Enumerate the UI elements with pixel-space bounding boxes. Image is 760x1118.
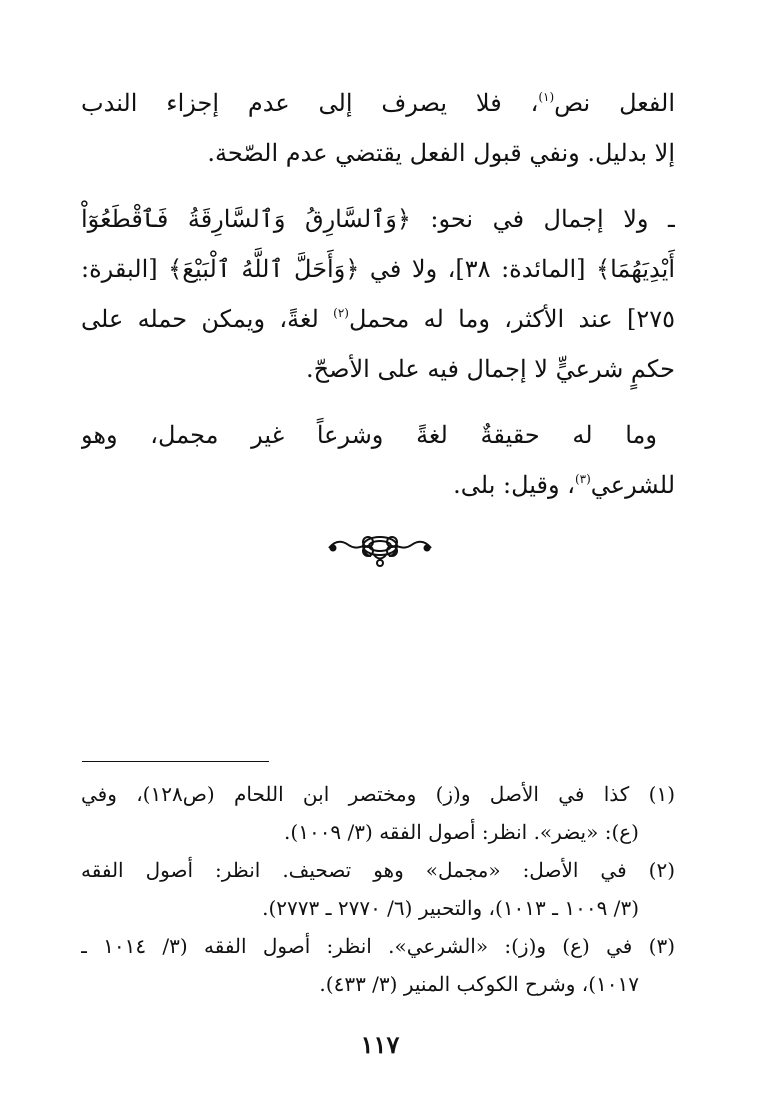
text-line: وما له حقيقةٌ لغةً وشرعاً غير مجمل، وهو — [81, 421, 657, 449]
footnote-1-continuation: (ع): «يضر». انظر: أصول الفقه (٣/ ١٠٠٩). — [284, 820, 639, 844]
text-line: الفعل نص$^{(١)}$، فلا يصرف إلى عدم إجزاء الندب — [81, 89, 675, 117]
footnote-ref-2[interactable]: (٢) — [333, 306, 349, 320]
main-text — [81, 78, 675, 510]
footnote-2-continuation: (٣/ ١٠٠٩ ـ ١٠١٣)، والتحبير (٦/ ٢٧٧٠ ـ ٢٧٧٣). — [262, 896, 639, 920]
text-line: إلا بدليل. ونفي قبول الفعل يقتضي عدم الصّحة. — [207, 139, 675, 167]
ornament-divider-icon — [0, 526, 760, 576]
footnote-ref-1[interactable]: (١) — [538, 90, 555, 104]
footnote-ref-3[interactable]: (٣) — [574, 472, 591, 486]
text-line: ٢٧٥] عند الأكثر، وما له محمل$^{(٢)}$ لغةً، ويمكن حمله على — [81, 305, 675, 333]
footnote-3-continuation: ١٠١٧)، وشرح الكوكب المنير (٣/ ٤٣٣). — [319, 972, 639, 996]
text-line: للشرعي$^{(٣)}$، وقيل: بلى. — [453, 471, 675, 499]
footnote-3: (٣) في (ع) و(ز): «الشرعي». انظر: أصول الفقه (٣/ ١٠١٤ ـ — [81, 934, 675, 958]
footnotes — [81, 775, 675, 1003]
footnote-1: (١) كذا في الأصل و(ز) ومختصر ابن اللحام (ص١٢٨)، وفي — [81, 782, 675, 806]
text-line: أَيْدِيَهُمَا﴾ [المائدة: ٣٨]، ولا في ﴿وَأَحَلَّ ٱللَّهُ ٱلْبَيْعَ﴾ [البقرة: — [81, 255, 675, 283]
page-number: ١١٧ — [360, 1030, 400, 1059]
text-line: حكمٍ شرعيٍّ لا إجمال فيه على الأصحّ. — [305, 355, 675, 383]
footnote-2: (٢) في الأصل: «مجمل» وهو تصحيف. انظر: أصول الفقه — [81, 858, 675, 882]
footnote-separator — [82, 761, 269, 762]
text-line: ـ ولا إجمال في نحو: ﴿وَٱلسَّارِقُ وَٱلسَّارِقَةُ فَٱقْطَعُوٓاْ — [81, 205, 675, 233]
